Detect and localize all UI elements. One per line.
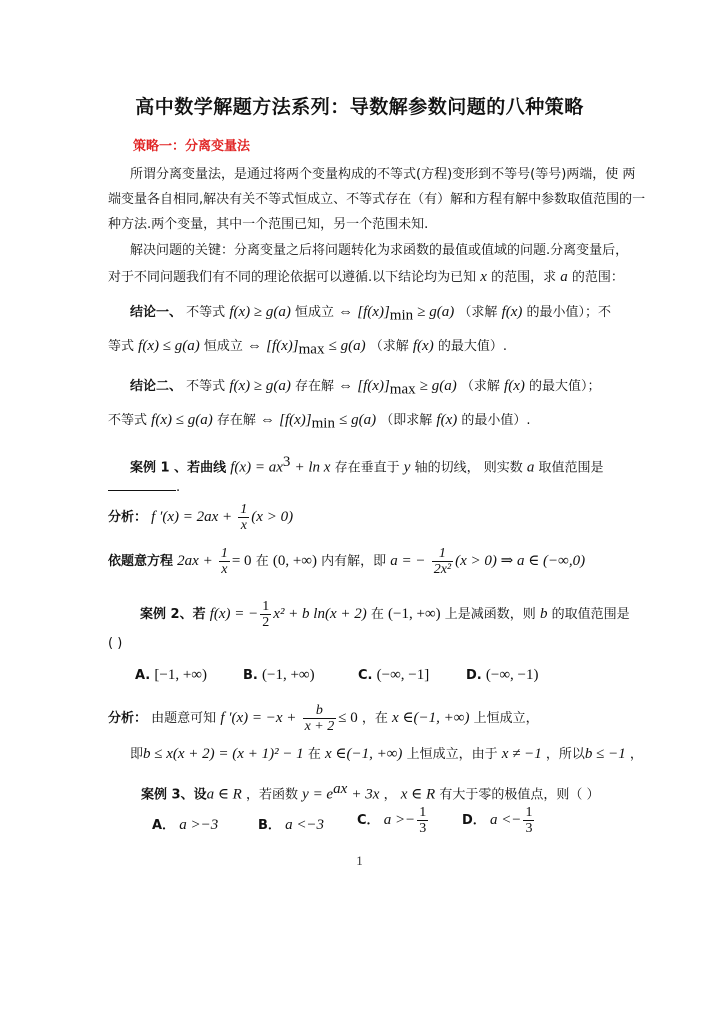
intro-line-1: 所谓分离变量法，是通过将两个变量构成的不等式(方程)变形到不等号(等号)两端，使 两 (130, 167, 636, 182)
fraction: $\frac{1}{3}$ (419, 805, 427, 836)
conclusion-1-line-2: 等式 f(x) ≤ g(a) 恒成立 ⇔ $[f(x)]_{max} \le g(a)$ （求解 f(x) 的最大值）. (108, 338, 507, 358)
answer-blank (108, 478, 176, 491)
page-number: 1 (356, 853, 363, 868)
key-line-1: 解决问题的关键：分离变量之后将问题转化为求函数的最值或值域的问题.分离变量后， (130, 243, 629, 258)
case-3-option-a[interactable]: A． a >−3 (152, 817, 219, 833)
case-2-paren: ( ) (108, 636, 123, 651)
conclusion-1-label: 结论一、 (130, 305, 183, 320)
fraction: $\frac{1}{2}$ (262, 599, 270, 630)
case-1-answer-blank: . (108, 478, 180, 497)
intro-line-2: 端变量各自相同,解决有关不等式恒成立、不等式存在（有）解和方程有解中参数取值范围的一 (108, 192, 646, 207)
case-2-option-a[interactable]: A. [−1, +∞) (135, 667, 207, 683)
case-3-option-c[interactable]: C． a >− $\frac{1}{3}$ (357, 805, 427, 836)
case-1-solution: 依题意方程 2ax + $\frac{1}{x}$ = 0 在 (0, +∞) 内有解，即 a = − $\frac{1}{\text{2x²}}$ (x > 0) ⇒ a ∈ (−∞,0) (108, 546, 586, 577)
strategy-heading (133, 138, 250, 156)
conclusion-1-line-1: 结论一、 不等式 f(x) ≥ g(a) 恒成立 ⇔ $[f(x)]_{min} \ge g(a)$ （求解 f(x) 的最小值）；不 (130, 304, 612, 324)
case-3-option-d[interactable]: D． a <− $\frac{1}{3}$ (462, 805, 533, 836)
case-2-question: 案例 2、若 f(x) = − $\frac{1}{2}$ x² + b ln(x + 2) 在 (−1, +∞) 上是减函数，则 b 的取值范围是 (140, 599, 630, 630)
case-1-question: 案例 1 、若曲线 $f(x) = ax^3 + \ln x$ 存在垂直于 y 轴的切线， 则实数 a 取值范围是 (130, 454, 604, 476)
intro-line-3: 种方法.两个变量，其中一个范围已知，另一个范围未知. (108, 217, 429, 232)
case-3-question: 案例 3、设a ∈ R ，若函数 $y = e^{ax} + 3x$ ， x ∈ R 有大于零的极值点，则（ ） (141, 781, 600, 803)
fraction: $\frac{1}{x}$ (240, 502, 248, 533)
strategy-1-heading: 策略一：分离变量法 (133, 139, 251, 154)
fraction: $\frac{1}{\text{2x²}}$ (433, 546, 452, 577)
case-2-analysis-1: 分析： 由题意可知 f ′(x) = −x + $\frac{b}{x + 2}$ ≤ 0 ，在 x ∈(−1, +∞) 上恒成立， (108, 703, 539, 734)
case-3-option-b[interactable]: B． a <−3 (258, 817, 325, 833)
page-title: 高中数学解题方法系列：导数解参数问题的八种策略 (135, 96, 584, 118)
conclusion-2-line-2: 不等式 f(x) ≤ g(a) 存在解 ⇔ $[f(x)]_{min} \le g(a)$ （即求解 f(x) 的最小值）. (108, 412, 531, 432)
case-1-analysis: 分析： f ′(x) = 2ax + $\frac{1}{x}$ (x > 0) (108, 502, 294, 533)
key-line-2: 对于不同问题我们有不同的理论依据可以遵循.以下结论均为已知 x 的范围，求 a 的范围： (108, 269, 624, 285)
fraction: $\frac{b}{x + 2}$ (304, 703, 335, 734)
case-2-analysis-2: 即b ≤ x(x + 2) = (x + 1)² − 1 在 x ∈(−1, +∞) 上恒成立，由于 x ≠ −1 ，所以b ≤ −1 ， (130, 746, 643, 762)
case-2-option-d[interactable]: D. (−∞, −1) (466, 667, 539, 683)
fraction: $\frac{1}{3}$ (525, 805, 533, 836)
case-2-option-c[interactable]: C. (−∞, −1] (358, 667, 430, 683)
conclusion-2-line-1: 结论二、 不等式 f(x) ≥ g(a) 存在解 ⇔ $[f(x)]_{max} \ge g(a)$ （求解 f(x) 的最大值）； (130, 378, 601, 398)
conclusion-2-label: 结论二、 (130, 379, 183, 394)
case-2-option-b[interactable]: B. (−1, +∞) (243, 667, 315, 683)
fraction: $\frac{1}{x}$ (220, 546, 228, 577)
